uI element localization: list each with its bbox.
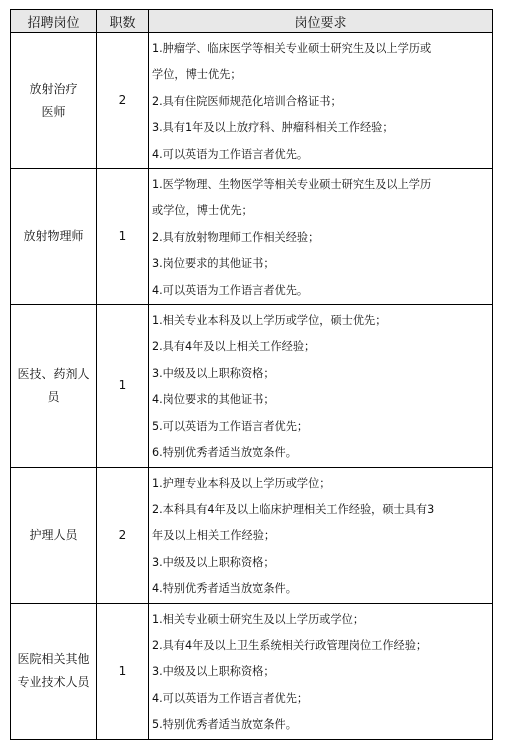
requirements-cell [149,305,493,467]
requirement-line: 3.具有1年及以上放疗科、肿瘤科相关工作经验； [152,121,394,135]
count-cell: 2 [97,33,149,169]
position-cell [11,305,97,467]
position-cell [11,603,97,739]
count-cell: 1 [97,305,149,467]
count-cell: 2 [97,467,149,603]
requirement-line: 5.特别优秀者适当放宽条件。 [152,718,297,732]
position-name-line: 放射物理师 [23,229,84,244]
position-name-line: 护理人员 [29,527,78,542]
requirement-line: 学位，博士优先； [152,68,242,82]
table-row [11,305,493,467]
requirements-cell [149,169,493,305]
position-cell [11,467,97,603]
requirement-line: 1.肿瘤学、临床医学等相关专业硕士研究生及以上学历或 [152,42,432,55]
position-name-line: 专业技术人员 [17,675,90,690]
requirement-line: 4.可以英语为工作语言者优先； [152,691,309,705]
header-row [11,10,493,33]
table-row [11,33,493,169]
requirement-line: 4.特别优秀者适当放宽条件。 [152,582,297,596]
requirements-cell [149,467,493,603]
requirement-line: 或学位，博士优先； [152,204,253,218]
requirement-line: 4.可以英语为工作语言者优先。 [152,147,309,161]
requirement-line: 6.特别优秀者适当放宽条件。 [152,446,297,460]
requirement-line: 1.医学物理、生物医学等相关专业硕士研究生及以上学历 [152,178,432,192]
requirement-line: 年及以上相关工作经验； [152,529,276,543]
position-name-line: 员 [47,389,60,404]
position-name-line: 医院相关其他 [17,652,90,667]
requirement-line: 2.具有4年及以上卫生系统相关行政管理岗位工作经验； [152,638,428,652]
table-row [11,603,493,739]
position-cell [11,33,97,169]
position-name-line: 放射治疗 [29,81,78,96]
requirement-line: 1.相关专业本科及以上学历或学位，硕士优先； [152,314,387,328]
position-cell [11,169,97,305]
requirement-line: 3.中级及以上职称资格； [152,555,275,569]
requirement-line: 3.中级及以上职称资格； [152,366,275,380]
requirement-line: 1.相关专业硕士研究生及以上学历或学位； [152,612,365,626]
position-name-line: 医技、药剂人 [17,366,90,381]
requirement-line: 3.中级及以上职称资格； [152,665,275,679]
position-name-line: 医师 [41,104,66,119]
requirement-line: 4.岗位要求的其他证书； [152,393,275,407]
header-count: 职数 [97,10,149,33]
recruitment-table [10,9,493,740]
requirements-cell [149,603,493,739]
requirement-line: 2.具有放射物理师工作相关经验； [152,230,320,244]
table-row [11,467,493,603]
requirement-line: 3.岗位要求的其他证书； [152,257,275,271]
table-row [11,169,493,305]
requirement-line: 2.本科具有4年及以上临床护理相关工作经验，硕士具有3 [152,502,435,516]
header-requirements: 岗位要求 [149,10,493,33]
count-cell: 1 [97,169,149,305]
requirement-line: 2.具有4年及以上相关工作经验； [152,340,316,354]
requirement-line: 5.可以英语为工作语言者优先； [152,419,309,433]
requirement-line: 2.具有住院医师规范化培训合格证书； [152,94,342,108]
requirement-line: 4.可以英语为工作语言者优先。 [152,283,309,297]
count-cell: 1 [97,603,149,739]
requirements-cell [149,33,493,169]
requirement-line: 1.护理专业本科及以上学历或学位； [152,476,331,490]
header-position: 招聘岗位 [11,10,97,33]
